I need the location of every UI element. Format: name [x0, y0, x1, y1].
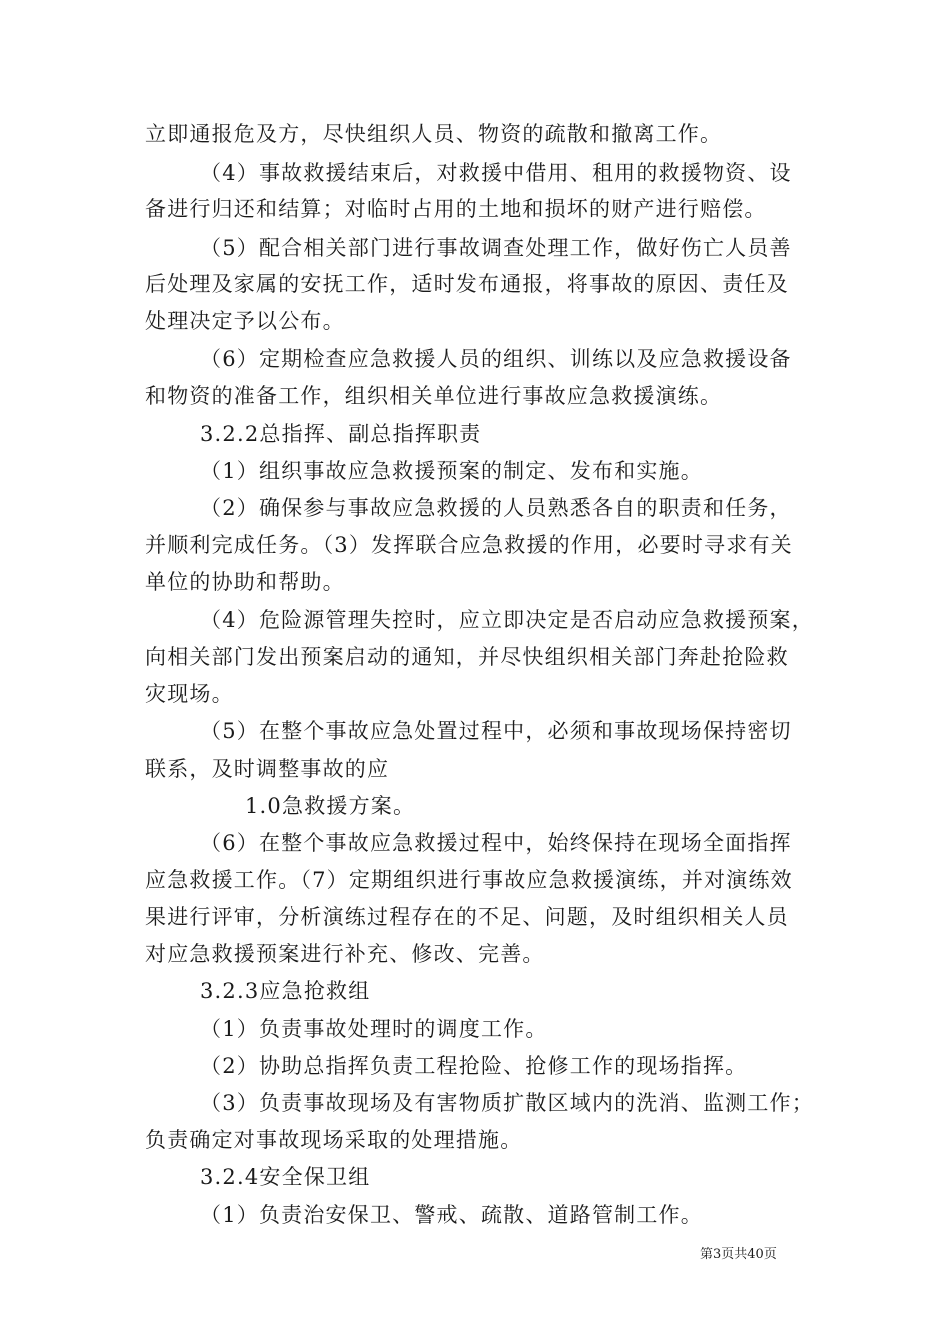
text-line: 联系，及时调整事故的应	[145, 757, 390, 781]
text-line: （5）配合相关部门进行事故调查处理工作，做好伤亡人员善	[200, 236, 792, 260]
text-line: 1.0急救援方案。	[245, 794, 416, 818]
section-heading: 3.2.2总指挥、副总指挥职责	[200, 422, 482, 446]
text-line: 单位的协助和帮助。	[145, 570, 345, 594]
text-line: 后处理及家属的安抚工作，适时发布通报，将事故的原因、责任及	[145, 272, 789, 296]
text-line: 和物资的准备工作，组织相关单位进行事故应急救援演练。	[145, 384, 723, 408]
text-line: 立即通报危及方，尽快组织人员、物资的疏散和撤离工作。	[145, 122, 723, 146]
text-line: 备进行归还和结算；对临时占用的土地和损坏的财产进行赔偿。	[145, 197, 767, 221]
page-number-footer: 第3页共40页	[700, 1247, 777, 1262]
text-line: 灾现场。	[145, 682, 234, 706]
text-line: 向相关部门发出预案启动的通知，并尽快组织相关部门奔赴抢险救	[145, 645, 789, 669]
text-line: （3）负责事故现场及有害物质扩散区域内的洗消、监测工作；	[200, 1091, 814, 1115]
text-line: （4）危险源管理失控时，应立即决定是否启动应急救援预案，	[200, 608, 814, 632]
text-line: （5）在整个事故应急处置过程中，必须和事故现场保持密切	[200, 719, 792, 743]
text-line: 果进行评审，分析演练过程存在的不足、问题，及时组织相关人员	[145, 905, 789, 929]
text-line: 对应急救援预案进行补充、修改、完善。	[145, 942, 545, 966]
text-line: （4）事故救援结束后，对救援中借用、租用的救援物资、设	[200, 161, 792, 185]
text-line: 并顺利完成任务。（3）发挥联合应急救援的作用，必要时寻求有关	[145, 533, 793, 557]
text-line: 处理决定予以公布。	[145, 309, 345, 333]
text-line: （6）定期检查应急救援人员的组织、训练以及应急救援设备	[200, 347, 792, 371]
text-line: （1）组织事故应急救援预案的制定、发布和实施。	[200, 459, 703, 483]
section-heading: 3.2.3应急抢救组	[200, 979, 371, 1003]
text-line: （2）确保参与事故应急救援的人员熟悉各自的职责和任务，	[200, 496, 792, 520]
text-line: （6）在整个事故应急救援过程中，始终保持在现场全面指挥	[200, 831, 792, 855]
text-line: 应急救援工作。（7）定期组织进行事故应急救援演练，并对演练效	[145, 868, 793, 892]
text-line: 负责确定对事故现场采取的处理措施。	[145, 1128, 523, 1152]
section-heading: 3.2.4安全保卫组	[200, 1165, 371, 1189]
text-line: （1）负责事故处理时的调度工作。	[200, 1017, 548, 1041]
text-line: （2）协助总指挥负责工程抢险、抢修工作的现场指挥。	[200, 1054, 748, 1078]
text-line: （1）负责治安保卫、警戒、疏散、道路管制工作。	[200, 1203, 703, 1227]
